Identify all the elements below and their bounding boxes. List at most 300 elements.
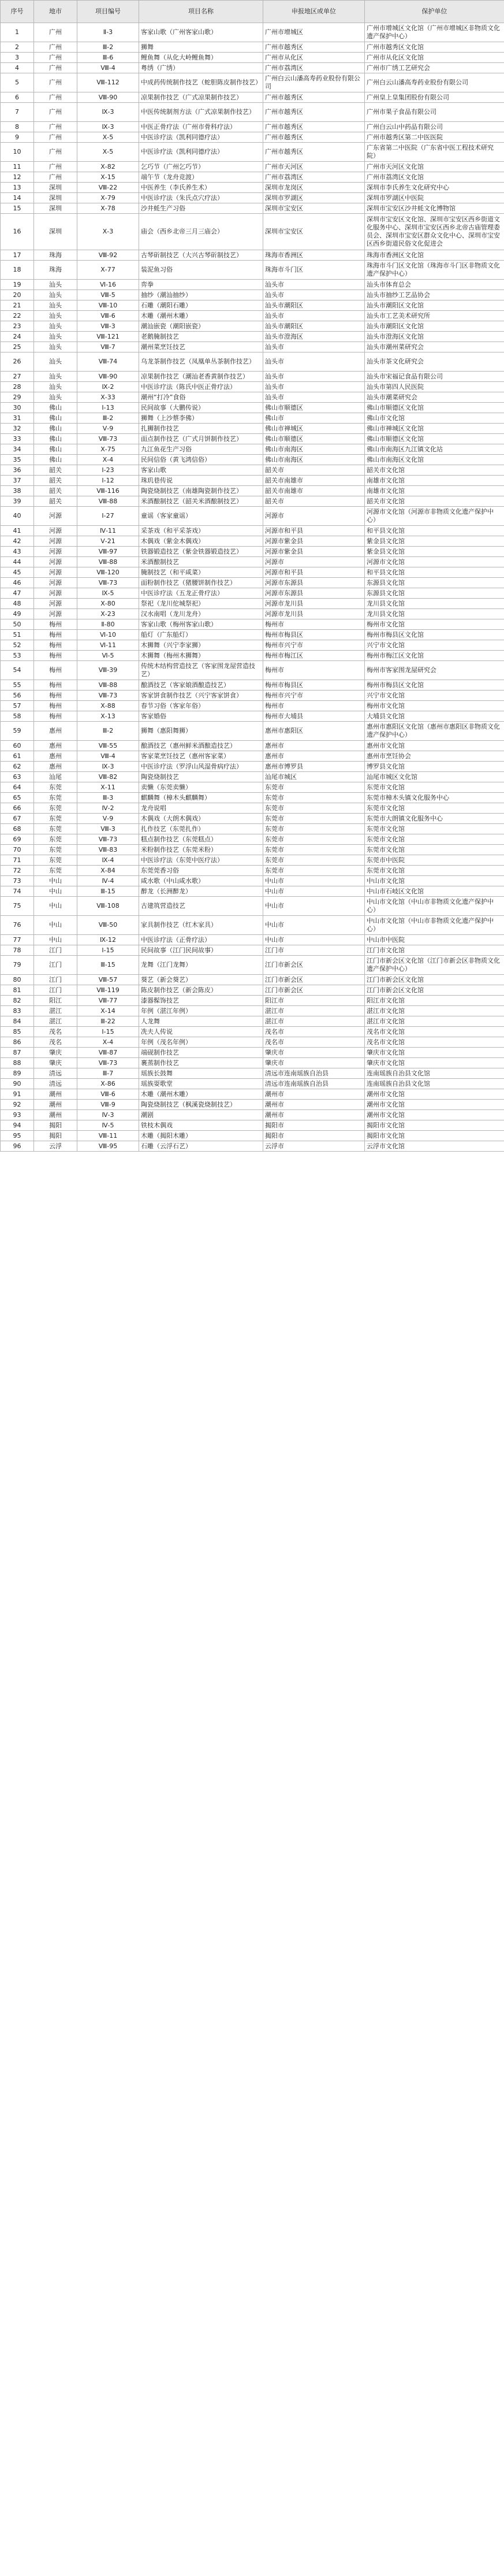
cell-no: 90	[1, 1079, 34, 1089]
cell-no: 51	[1, 630, 34, 640]
cell-unit: 汕头市茶文化研究会	[365, 352, 504, 372]
table-row	[1, 261, 504, 280]
cell-no: 92	[1, 1100, 34, 1110]
cell-name: 米粉制作技艺（东莞米粉）	[139, 845, 263, 855]
cell-code: Ⅷ-82	[77, 772, 139, 782]
cell-no: 41	[1, 526, 34, 536]
cell-area: 东莞市	[263, 834, 365, 845]
cell-city: 佛山	[34, 434, 77, 444]
cell-name: 潮州菜烹饪技艺	[139, 342, 263, 352]
table-row	[1, 382, 504, 392]
cell-name: 年例（茂名年例）	[139, 1037, 263, 1048]
cell-city: 汕头	[34, 321, 77, 332]
cell-city: 河源	[34, 547, 77, 557]
table-row	[1, 996, 504, 1006]
cell-city: 广州	[34, 42, 77, 53]
cell-unit: 龙川县文化馆	[365, 609, 504, 619]
cell-area: 梅州市	[263, 619, 365, 630]
cell-name: 陶瓷烧制技艺	[139, 772, 263, 782]
cell-name: 中医诊疗法（凯利同德疗法）	[139, 132, 263, 143]
cell-city: 汕头	[34, 311, 77, 321]
table-row	[1, 103, 504, 122]
cell-unit: 广东省第二中医院（广东省中医工程技术研究院）	[365, 143, 504, 162]
cell-no: 43	[1, 547, 34, 557]
cell-no: 61	[1, 751, 34, 762]
table-row	[1, 640, 504, 651]
table-row	[1, 701, 504, 711]
cell-no: 30	[1, 403, 34, 413]
cell-name: 中医诊疗法（正骨疗法）	[139, 935, 263, 945]
cell-area: 梅州市	[263, 701, 365, 711]
cell-no: 91	[1, 1089, 34, 1100]
cell-unit: 梅州市文化馆	[365, 619, 504, 630]
table-row	[1, 1120, 504, 1131]
table-row	[1, 321, 504, 332]
cell-code: Ⅷ-88	[77, 680, 139, 691]
cell-no: 52	[1, 640, 34, 651]
cell-area: 广州市天河区	[263, 162, 365, 172]
cell-city: 东莞	[34, 855, 77, 866]
cell-name: 抽纱（潮汕抽纱）	[139, 290, 263, 300]
cell-city: 梅州	[34, 691, 77, 701]
cell-no: 64	[1, 782, 34, 793]
cell-no: 94	[1, 1120, 34, 1131]
cell-no: 25	[1, 342, 34, 352]
cell-unit: 肇庆市文化馆	[365, 1058, 504, 1068]
cell-no: 1	[1, 23, 34, 42]
cell-unit: 佛山市文化馆	[365, 413, 504, 424]
cell-name: 乞巧节（广州乞巧节）	[139, 162, 263, 172]
cell-area: 珠海市斗门区	[263, 261, 365, 280]
cell-name: 家具制作技艺（红木家具）	[139, 916, 263, 935]
cell-no: 84	[1, 1016, 34, 1027]
cell-code: Ⅷ-73	[77, 691, 139, 701]
cell-name: 装泥鱼习俗	[139, 261, 263, 280]
cell-unit: 汕头市潮阳区文化馆	[365, 300, 504, 311]
cell-name: 酿酒技艺（惠州鲜米酒酿造技艺）	[139, 741, 263, 751]
cell-name: 老鹅腌制技艺	[139, 332, 263, 342]
cell-area: 潮州市	[263, 1110, 365, 1120]
cell-code: Ⅷ-88	[77, 557, 139, 567]
cell-unit: 惠州市文化馆	[365, 741, 504, 751]
cell-area: 东莞市	[263, 855, 365, 866]
cell-no: 17	[1, 250, 34, 261]
cell-name: 鲤鱼舞（从化大岭鲤鱼舞）	[139, 53, 263, 63]
header-code: 项目编号	[77, 1, 139, 23]
cell-city: 河源	[34, 588, 77, 599]
cell-area: 中山市	[263, 935, 365, 945]
cell-no: 75	[1, 897, 34, 916]
cell-code: Ⅹ-23	[77, 609, 139, 619]
header-unit: 保护单位	[365, 1, 504, 23]
cell-name: 中成药传统制作技艺（蛇胆陈皮制作技艺）	[139, 73, 263, 92]
cell-no: 57	[1, 701, 34, 711]
table-row	[1, 578, 504, 588]
cell-unit: 汕头市潮菜研究会	[365, 392, 504, 403]
table-row	[1, 762, 504, 772]
cell-code: Ⅰ-13	[77, 403, 139, 413]
cell-area: 汕头市潮阳区	[263, 321, 365, 332]
cell-area: 汕头市潮阳区	[263, 300, 365, 311]
cell-no: 23	[1, 321, 34, 332]
cell-city: 韶关	[34, 486, 77, 496]
cell-city: 河源	[34, 609, 77, 619]
cell-code: Ⅹ-15	[77, 172, 139, 183]
cell-unit: 梅州市梅县区文化馆	[365, 630, 504, 640]
table-row	[1, 1006, 504, 1016]
cell-area: 东莞市	[263, 824, 365, 834]
cell-no: 40	[1, 507, 34, 526]
cell-no: 87	[1, 1048, 34, 1058]
cell-name: 传统木结构营造技艺（客家围龙屋营造技艺）	[139, 661, 263, 680]
cell-area: 潮州市	[263, 1100, 365, 1110]
cell-no: 60	[1, 741, 34, 751]
cell-city: 广州	[34, 73, 77, 92]
cell-area: 佛山市禅城区	[263, 424, 365, 434]
cell-code: Ⅷ-73	[77, 1058, 139, 1068]
cell-code: Ⅹ-33	[77, 392, 139, 403]
cell-unit: 梅州市梅县区文化馆	[365, 680, 504, 691]
cell-city: 广州	[34, 162, 77, 172]
cell-area: 梅州市兴宁市	[263, 691, 365, 701]
cell-no: 59	[1, 722, 34, 741]
cell-name: 狮舞（上沙蔡李佛）	[139, 413, 263, 424]
cell-code: Ⅴ-21	[77, 536, 139, 547]
cell-area: 汕头市	[263, 290, 365, 300]
cell-unit: 广州皇上皇集团股份有限公司	[365, 92, 504, 103]
cell-name: 庙会（西乡北帝三月三庙会）	[139, 214, 263, 250]
cell-no: 22	[1, 311, 34, 321]
cell-unit: 阳江市文化馆	[365, 996, 504, 1006]
cell-code: Ⅰ-27	[77, 507, 139, 526]
cell-city: 东莞	[34, 793, 77, 803]
cell-name: 中医正骨疗法（广州市骨科疗法）	[139, 122, 263, 132]
cell-unit: 东莞市文化馆	[365, 845, 504, 855]
cell-area: 惠州市博罗县	[263, 762, 365, 772]
cell-no: 48	[1, 599, 34, 609]
cell-code: Ⅲ-7	[77, 1068, 139, 1079]
cell-name: 铁器锻造技艺（紫金铁器锻造技艺）	[139, 547, 263, 557]
cell-city: 惠州	[34, 722, 77, 741]
cell-name: 客家菜烹饪技艺（惠州客家菜）	[139, 751, 263, 762]
cell-code: Ⅷ-74	[77, 352, 139, 372]
cell-code: Ⅸ-3	[77, 122, 139, 132]
cell-area: 梅州市梅江区	[263, 651, 365, 661]
cell-name: 木狮舞（兴宁李家狮）	[139, 640, 263, 651]
cell-name: 木偶戏（紫金木偶戏）	[139, 536, 263, 547]
cell-no: 44	[1, 557, 34, 567]
table-row	[1, 413, 504, 424]
cell-no: 5	[1, 73, 34, 92]
cell-name: 汉水南唱（龙川龙舟）	[139, 609, 263, 619]
cell-city: 东莞	[34, 845, 77, 855]
cell-unit: 连南瑶族自治县文化馆	[365, 1068, 504, 1079]
cell-code: Ⅲ-2	[77, 413, 139, 424]
table-row	[1, 1079, 504, 1089]
table-row	[1, 53, 504, 63]
cell-area: 揭阳市	[263, 1120, 365, 1131]
cell-area: 云浮市	[263, 1141, 365, 1152]
cell-code: Ⅰ-15	[77, 1027, 139, 1037]
cell-unit: 东源县文化馆	[365, 578, 504, 588]
cell-city: 汕头	[34, 342, 77, 352]
cell-name: 客家婚俗	[139, 711, 263, 722]
cell-unit: 南雄市文化馆	[365, 476, 504, 486]
cell-unit: 深圳市宝安区沙井蚝文化博物馆	[365, 203, 504, 214]
cell-unit: 韶关市文化馆	[365, 465, 504, 476]
cell-no: 31	[1, 413, 34, 424]
cell-code: Ⅸ-5	[77, 588, 139, 599]
cell-city: 广州	[34, 103, 77, 122]
cell-unit: 东莞市文化馆	[365, 782, 504, 793]
cell-code: Ⅹ-11	[77, 782, 139, 793]
cell-unit: 汕头市第四人民医院	[365, 382, 504, 392]
cell-unit: 东莞市文化馆	[365, 866, 504, 876]
cell-name: 采茶戏（和平采茶戏）	[139, 526, 263, 536]
cell-name: 陶瓷烧制技艺（南雄陶瓷制作技艺）	[139, 486, 263, 496]
cell-name: 中医诊疗法（东莞中医疗法）	[139, 855, 263, 866]
cell-unit: 广州市越秀区文化馆	[365, 42, 504, 53]
cell-area: 河源市和平县	[263, 567, 365, 578]
cell-no: 28	[1, 382, 34, 392]
cell-city: 广州	[34, 122, 77, 132]
cell-no: 79	[1, 956, 34, 975]
table-row	[1, 557, 504, 567]
heritage-table	[0, 0, 504, 1152]
cell-city: 广州	[34, 132, 77, 143]
cell-no: 58	[1, 711, 34, 722]
cell-unit: 潮州市文化馆	[365, 1089, 504, 1100]
cell-code: Ⅷ-55	[77, 741, 139, 751]
cell-area: 东莞市	[263, 845, 365, 855]
table-row	[1, 444, 504, 455]
table-row	[1, 143, 504, 162]
cell-code: Ⅷ-7	[77, 342, 139, 352]
cell-code: Ⅱ-3	[77, 23, 139, 42]
cell-name: 中医养生（李氏养生术）	[139, 183, 263, 193]
cell-unit: 广州市越秀区第二中医医院	[365, 132, 504, 143]
cell-unit: 佛山市顺德区文化馆	[365, 434, 504, 444]
cell-name: 古琴斫制技艺（大兴古琴斫制技艺）	[139, 250, 263, 261]
cell-unit: 佛山市南海区文化馆	[365, 455, 504, 465]
cell-area: 汕头市	[263, 342, 365, 352]
cell-name: 冼夫人传说	[139, 1027, 263, 1037]
cell-city: 揭阳	[34, 1120, 77, 1131]
cell-unit: 韶关市文化馆	[365, 496, 504, 507]
cell-area: 广州市越秀区	[263, 122, 365, 132]
cell-unit: 云浮市文化馆	[365, 1141, 504, 1152]
cell-code: Ⅷ-4	[77, 751, 139, 762]
cell-name: 潮剧	[139, 1110, 263, 1120]
cell-area: 惠州市惠阳区	[263, 722, 365, 741]
cell-unit: 河源市文化馆	[365, 557, 504, 567]
cell-area: 河源市东源县	[263, 578, 365, 588]
table-row	[1, 63, 504, 73]
cell-city: 梅州	[34, 640, 77, 651]
cell-no: 6	[1, 92, 34, 103]
cell-city: 佛山	[34, 424, 77, 434]
cell-area: 惠州市	[263, 751, 365, 762]
cell-name: 龙舟说唱	[139, 803, 263, 814]
table-row	[1, 1110, 504, 1120]
table-row	[1, 945, 504, 956]
cell-no: 50	[1, 619, 34, 630]
cell-code: Ⅷ-57	[77, 975, 139, 985]
table-row	[1, 834, 504, 845]
cell-code: Ⅳ-4	[77, 876, 139, 886]
table-row	[1, 73, 504, 92]
cell-no: 2	[1, 42, 34, 53]
table-row	[1, 403, 504, 413]
table-row	[1, 526, 504, 536]
table-row	[1, 711, 504, 722]
cell-no: 55	[1, 680, 34, 691]
cell-code: Ⅷ-50	[77, 916, 139, 935]
cell-area: 阳江市	[263, 996, 365, 1006]
cell-unit: 广州市广绣工艺研究会	[365, 63, 504, 73]
cell-city: 东莞	[34, 782, 77, 793]
cell-area: 梅州市	[263, 661, 365, 680]
cell-unit: 茂名市文化馆	[365, 1027, 504, 1037]
cell-area: 广州市越秀区	[263, 92, 365, 103]
table-row	[1, 476, 504, 486]
cell-no: 45	[1, 567, 34, 578]
cell-city: 茂名	[34, 1037, 77, 1048]
cell-city: 潮州	[34, 1110, 77, 1120]
cell-code: Ⅵ-5	[77, 651, 139, 661]
cell-name: 铁枝木偶戏	[139, 1120, 263, 1131]
cell-no: 8	[1, 122, 34, 132]
cell-area: 江门市新会区	[263, 975, 365, 985]
cell-area: 清远市连南瑶族自治县	[263, 1079, 365, 1089]
cell-code: Ⅷ-73	[77, 834, 139, 845]
cell-city: 潮州	[34, 1089, 77, 1100]
cell-city: 广州	[34, 63, 77, 73]
cell-area: 韶关市南雄市	[263, 476, 365, 486]
cell-no: 21	[1, 300, 34, 311]
cell-city: 惠州	[34, 751, 77, 762]
cell-code: Ⅱ-80	[77, 619, 139, 630]
cell-unit: 深圳市李氏养生文化研究中心	[365, 183, 504, 193]
cell-no: 88	[1, 1058, 34, 1068]
cell-no: 68	[1, 824, 34, 834]
cell-area: 广州市越秀区	[263, 132, 365, 143]
cell-area: 佛山市南海区	[263, 455, 365, 465]
cell-unit: 江门市新会区文化馆	[365, 975, 504, 985]
cell-city: 深圳	[34, 183, 77, 193]
cell-code: Ⅷ-6	[77, 311, 139, 321]
cell-name: 人龙舞	[139, 1016, 263, 1027]
cell-code: Ⅷ-95	[77, 1141, 139, 1152]
table-row	[1, 250, 504, 261]
cell-area: 汕头市	[263, 372, 365, 382]
cell-name: 面粉制作技艺（猪腰饼制作技艺）	[139, 578, 263, 588]
cell-no: 81	[1, 985, 34, 996]
table-row	[1, 876, 504, 886]
cell-name: 狮舞	[139, 42, 263, 53]
table-row	[1, 567, 504, 578]
table-row	[1, 824, 504, 834]
cell-no: 37	[1, 476, 34, 486]
table-row	[1, 599, 504, 609]
cell-name: 客家饼食制作技艺（兴宁客家饼食）	[139, 691, 263, 701]
table-row	[1, 630, 504, 640]
cell-no: 54	[1, 661, 34, 680]
cell-name: 木雕（潮州木雕）	[139, 1089, 263, 1100]
cell-code: Ⅹ-82	[77, 162, 139, 172]
cell-name: 腌制技艺（和平咸菜）	[139, 567, 263, 578]
cell-name: 裹蒸制作技艺	[139, 1058, 263, 1068]
cell-no: 16	[1, 214, 34, 250]
cell-area: 梅州市兴宁市	[263, 640, 365, 651]
cell-name: 年例（湛江年例）	[139, 1006, 263, 1016]
cell-name: 祭祀（龙川佗城祭祀）	[139, 599, 263, 609]
cell-city: 汕头	[34, 300, 77, 311]
cell-name: 潮汕嵌瓷（潮阳嵌瓷）	[139, 321, 263, 332]
table-row	[1, 661, 504, 680]
table-row	[1, 956, 504, 975]
table-row	[1, 342, 504, 352]
cell-name: 瑶族长鼓舞	[139, 1068, 263, 1079]
cell-city: 河源	[34, 536, 77, 547]
cell-code: Ⅷ-88	[77, 496, 139, 507]
table-row	[1, 855, 504, 866]
cell-code: Ⅸ-12	[77, 935, 139, 945]
cell-code: Ⅵ-16	[77, 280, 139, 290]
cell-no: 19	[1, 280, 34, 290]
cell-city: 梅州	[34, 661, 77, 680]
cell-name: 面点制作技艺（广式月饼制作技艺）	[139, 434, 263, 444]
cell-area: 中山市	[263, 876, 365, 886]
cell-name: 九江鱼花生产习俗	[139, 444, 263, 455]
cell-no: 11	[1, 162, 34, 172]
header-name: 项目名称	[139, 1, 263, 23]
table-row	[1, 803, 504, 814]
cell-name: 卖懒（东莞卖懒）	[139, 782, 263, 793]
cell-unit: 东莞市文化馆	[365, 824, 504, 834]
cell-city: 佛山	[34, 403, 77, 413]
cell-unit: 江门市新会区文化馆	[365, 985, 504, 996]
table-row	[1, 172, 504, 183]
cell-area: 汕头市	[263, 311, 365, 321]
cell-city: 惠州	[34, 762, 77, 772]
cell-no: 49	[1, 609, 34, 619]
cell-no: 82	[1, 996, 34, 1006]
cell-name: 中医诊疗法（凯利同德疗法）	[139, 143, 263, 162]
cell-city: 汕头	[34, 280, 77, 290]
cell-city: 云浮	[34, 1141, 77, 1152]
cell-unit: 江门市文化馆	[365, 945, 504, 956]
cell-area: 东莞市	[263, 793, 365, 803]
cell-unit: 湛江市文化馆	[365, 1006, 504, 1016]
table-row	[1, 507, 504, 526]
table-row	[1, 1016, 504, 1027]
cell-code: Ⅷ-22	[77, 183, 139, 193]
cell-city: 韶关	[34, 465, 77, 476]
cell-area: 广州市越秀区	[263, 143, 365, 162]
cell-city: 东莞	[34, 866, 77, 876]
cell-unit: 肇庆市文化馆	[365, 1048, 504, 1058]
cell-no: 86	[1, 1037, 34, 1048]
cell-code: Ⅴ-9	[77, 424, 139, 434]
cell-name: 咸水歌（中山咸水歌）	[139, 876, 263, 886]
cell-name: 童谣（客家童谣）	[139, 507, 263, 526]
cell-city: 江门	[34, 975, 77, 985]
cell-code: Ⅷ-4	[77, 63, 139, 73]
cell-code: Ⅲ-2	[77, 722, 139, 741]
cell-city: 广州	[34, 53, 77, 63]
cell-no: 83	[1, 1006, 34, 1016]
